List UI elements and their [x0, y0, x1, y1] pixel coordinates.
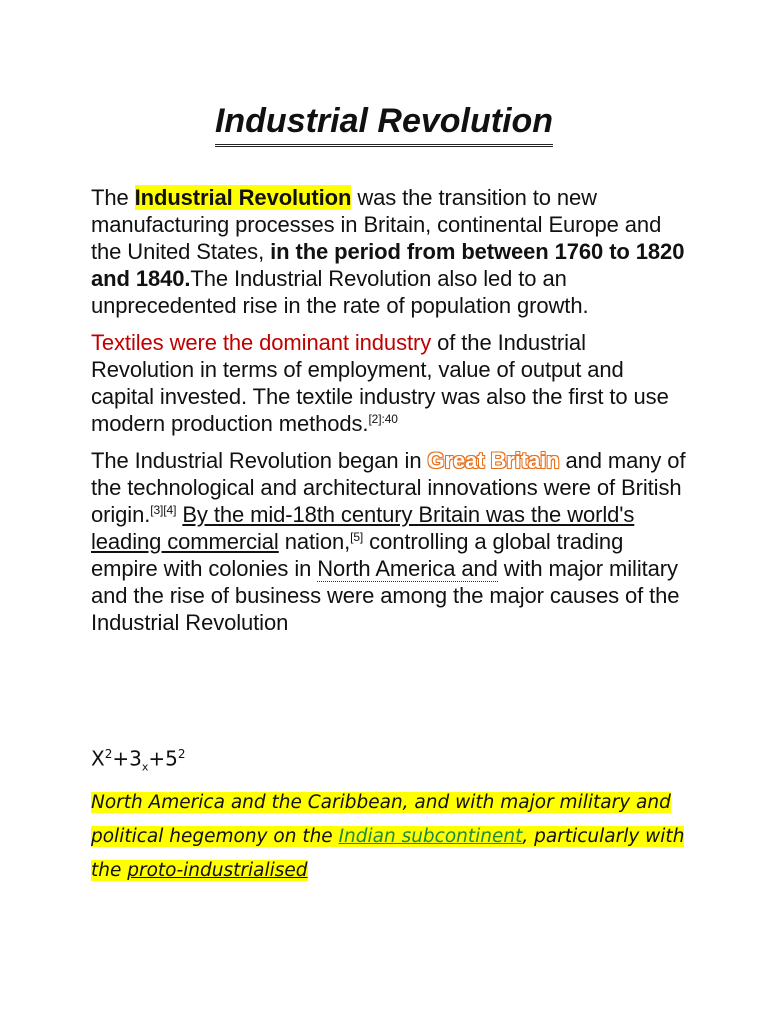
- formula-3: +3: [112, 746, 142, 771]
- highlight-line-1-text: North America and the Caribbean, and with major military and: [91, 792, 671, 813]
- highlight-line-2-start: political hegemony on the: [91, 826, 339, 847]
- intro-text-mid: was the transition to new manufacturing processes in Britain, continental Europe and the United States,: [91, 185, 662, 264]
- body-text: [91, 184, 691, 646]
- paragraph-intro: [91, 184, 691, 319]
- formula-3-subscript: x: [141, 760, 149, 774]
- highlight-line-3: [91, 854, 691, 888]
- intro-text-start: The: [91, 185, 135, 210]
- britain-text-start: The Industrial Revolution began in: [91, 448, 428, 473]
- period-bold-text: in the period from between 1760 to 1820 and 1840.: [91, 239, 685, 291]
- highlighted-term: Industrial Revolution: [134, 185, 352, 210]
- reference-5: [5]: [350, 530, 364, 544]
- formula-5-exponent: 2: [177, 747, 186, 761]
- textiles-red-text: Textiles were the dominant industry: [91, 330, 432, 355]
- paragraph-britain: [91, 447, 691, 636]
- britain-text-nation: nation,: [278, 529, 351, 554]
- highlight-line-3-start: the: [91, 860, 128, 881]
- formula-x: X: [91, 746, 105, 771]
- title-container: [0, 100, 768, 147]
- britain-text-empire: controlling a global trading empire with colonies in: [91, 529, 624, 581]
- paragraph-textiles: [91, 329, 691, 437]
- underlined-text: By the mid-18th century Britain was the world's leading commercial: [91, 502, 635, 554]
- reference-3-4: [3][4]: [150, 503, 177, 517]
- formula-x-exponent: 2: [104, 747, 113, 761]
- indian-subcontinent-link[interactable]: Indian subcontinent: [338, 826, 523, 847]
- formula: [91, 740, 185, 782]
- intro-text-end: The Industrial Revolution also led to an unprecedented rise in the rate of population growth.: [91, 266, 589, 318]
- great-britain-wordart: Great Britain: [427, 448, 560, 473]
- proto-industrialised-underlined: proto-industrialised: [127, 860, 308, 881]
- formula-5: +5: [148, 746, 178, 771]
- north-america-dotted: North America and: [317, 556, 498, 581]
- page-title: Industrial Revolution: [215, 100, 553, 147]
- highlight-line-1: [91, 786, 691, 820]
- highlight-line-2-end: , particularly with: [522, 826, 685, 847]
- highlight-line-2: [91, 820, 691, 854]
- highlighted-paragraph: [91, 786, 691, 888]
- reference-2: [2]:40: [368, 412, 398, 426]
- textiles-text: of the Industrial Revolution in terms of employment, value of output and capital invested. The textile industry was also the first to use modern production methods.: [91, 330, 669, 436]
- britain-text-mid: and many of the technological and architectural innovations were of British origin.: [91, 448, 686, 527]
- britain-text-end: with major military and the rise of business were among the major causes of the Industrial Revolution: [91, 556, 680, 635]
